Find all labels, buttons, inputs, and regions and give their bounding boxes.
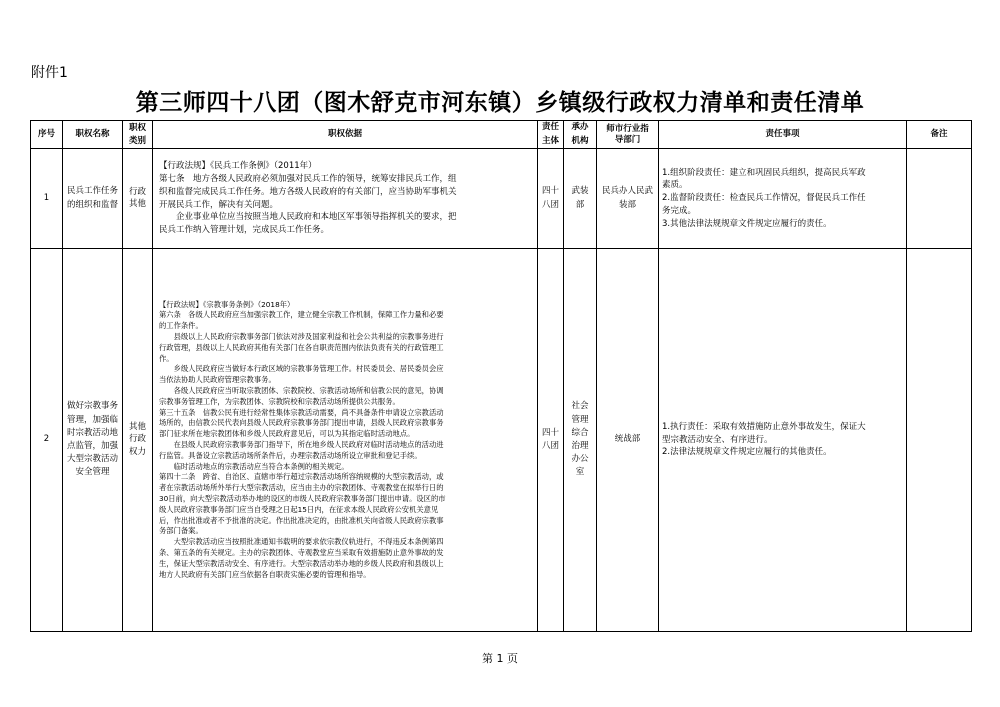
duty-line: 型宗教活动安全、有序进行。 bbox=[662, 434, 773, 445]
basis-line: 县级以上人民政府宗教事务部门依法对涉及国家利益和社会公共利益的宗教事务进行 bbox=[159, 332, 444, 342]
basis-line: 者在宗教活动场所外举行大型宗教活动，应当由主办的宗教团体、寺观教堂在拟举行日的 bbox=[159, 483, 444, 493]
basis-line: 级人民政府宗教事务部门应当自受理之日起15日内，在征求本级人民政府公安机关意见 bbox=[159, 504, 439, 514]
row-remark bbox=[907, 149, 972, 249]
basis-line: 【行政法规】《民兵工作条例》（2011年） bbox=[159, 161, 317, 172]
basis-line: 民兵工作纳入管理计划，完成民兵工作任务。 bbox=[159, 225, 330, 235]
attachment-label: 附件1 bbox=[31, 65, 68, 81]
duty-line: 素质。 bbox=[662, 180, 688, 191]
header-guide-department: 师市行业指导部门 bbox=[597, 121, 659, 149]
row-power-basis bbox=[153, 249, 538, 632]
basis-line: 【行政法规】《宗教事务条例》（2018年） bbox=[159, 299, 295, 309]
header-handling-agency: 承办机构 bbox=[564, 121, 597, 149]
basis-line: 后，作出批准或者不予批准的决定。作出批准决定的，由批准机关向省级人民政府宗教事 bbox=[159, 515, 444, 525]
row-power-name: 民兵工作任务的组织和监督 bbox=[63, 149, 123, 249]
basis-line: 行监管。具备设立宗教活动场所条件后，办理宗教活动场所设立审批和登记手续。 bbox=[159, 450, 422, 460]
duty-line: 务完成。 bbox=[662, 205, 697, 216]
power-responsibility-table bbox=[30, 120, 972, 632]
row-guide-department: 民兵办人民武装部 bbox=[597, 149, 659, 249]
header-seq: 序号 bbox=[31, 121, 63, 149]
basis-line: 各级人民政府应当听取宗教团体、宗教院校、宗教活动场所和信教公民的意见，协调 bbox=[159, 386, 444, 396]
row-duties bbox=[659, 249, 907, 632]
basis-line: 30日前，向大型宗教活动举办地的设区的市级人民政府宗教事务部门提出申请。设区的市 bbox=[159, 493, 446, 503]
header-remark: 备注 bbox=[907, 121, 972, 149]
row-responsible-subject: 四十八团 bbox=[538, 149, 564, 249]
basis-line: 第七条 地方各级人民政府必须加强对民兵工作的领导，统筹安排民兵工作，组 bbox=[159, 174, 457, 184]
header-power-name: 职权名称 bbox=[63, 121, 123, 149]
basis-line: 地方人民政府有关部门应当依据各自职责实施必要的管理和指导。 bbox=[159, 569, 371, 579]
header-row bbox=[31, 121, 972, 149]
basis-line: 大型宗教活动应当按照批准通知书载明的要求依宗教仪轨进行，不得违反本条例第四 bbox=[159, 537, 444, 547]
basis-line: 场所的，由信教公民代表向县级人民政府宗教事务部门提出申请，县级人民政府宗教事务 bbox=[159, 418, 444, 428]
row-power-category: 行政其他 bbox=[123, 149, 153, 249]
row-power-name: 做好宗教事务管理，加强临时宗教活动地点监管，加强大型宗教活动安全管理 bbox=[63, 249, 123, 632]
basis-line: 企业事业单位应当按照当地人民政府和本地区军事领导指挥机关的要求，把 bbox=[159, 212, 457, 223]
basis-line: 条、第五条的有关规定。主办的宗教团体、寺观教堂应当采取有效措施防止意外事故的发 bbox=[159, 547, 444, 557]
basis-line: 开展民兵工作，解决有关问题。 bbox=[159, 199, 279, 210]
duty-line: 1.执行责任：采取有效措施防止意外事故发生，保证大 bbox=[662, 421, 866, 432]
basis-line: 部门征求所在地宗教团体和乡级人民政府意见后，可以为其指定临时活动地点。 bbox=[159, 429, 415, 439]
header-duties: 责任事项 bbox=[659, 121, 907, 149]
basis-line: 第六条 各级人民政府应当加强宗教工作，建立健全宗教工作机制，保障工作力量和必要 bbox=[159, 310, 444, 320]
basis-line: 在县级人民政府宗教事务部门指导下，所在地乡级人民政府对临时活动地点的活动进 bbox=[159, 440, 444, 449]
row-handling-agency: 社会管理综合治理办公室 bbox=[564, 249, 597, 632]
header-power-category: 职权类别 bbox=[123, 121, 153, 149]
basis-line: 生，保证大型宗教活动安全、有序进行。大型宗教活动举办地的乡级人民政府和县级以上 bbox=[159, 558, 444, 568]
row-seq: 2 bbox=[31, 249, 63, 632]
duty-line: 2.法律法规规章文件规定应履行的其他责任。 bbox=[662, 447, 832, 458]
row-seq: 1 bbox=[31, 149, 63, 249]
basis-line: 行政管理，县级以上人民政府其他有关部门在各自职责范围内依法负责有关的行政管理工 bbox=[159, 342, 444, 352]
header-responsible-subject: 责任主体 bbox=[538, 121, 564, 149]
basis-line: 第三十五条 信教公民有进行经常性集体宗教活动需要，尚不具备条件申请设立宗教活动 bbox=[159, 407, 444, 417]
document-title: 第三师四十八团（图木舒克市河东镇）乡镇级行政权力清单和责任清单 bbox=[135, 89, 865, 116]
page-footer: 第 1 页 bbox=[482, 652, 518, 665]
table-row bbox=[31, 249, 972, 632]
duty-line: 2.监督阶段责任：检查民兵工作情况，督促民兵工作任 bbox=[662, 193, 866, 204]
row-responsible-subject: 四十八团 bbox=[538, 249, 564, 632]
duty-line: 3.其他法律法规规章文件规定应履行的责任。 bbox=[662, 218, 832, 229]
row-remark bbox=[907, 249, 972, 632]
basis-line: 作。 bbox=[159, 353, 174, 363]
basis-line: 的工作条件。 bbox=[159, 321, 203, 331]
basis-line: 宗教事务管理工作，为宗教团体、宗教院校和宗教活动场所提供公共服务。 bbox=[159, 396, 400, 406]
row-guide-department: 统战部 bbox=[597, 249, 659, 632]
basis-line: 织和监督完成民兵工作任务。地方各级人民政府的有关部门，应当协助军事机关 bbox=[159, 186, 457, 197]
basis-line: 第四十二条 跨省、自治区、直辖市举行超过宗教活动场所容纳规模的大型宗教活动，或 bbox=[159, 472, 444, 482]
basis-line: 临时活动地点的宗教活动应当符合本条例的相关规定。 bbox=[159, 461, 349, 471]
table-row bbox=[31, 149, 972, 249]
basis-line: 务部门备案。 bbox=[159, 526, 203, 536]
basis-line: 乡级人民政府应当做好本行政区域的宗教事务管理工作。村民委员会、居民委员会应 bbox=[159, 364, 444, 374]
row-handling-agency: 武装部 bbox=[564, 149, 597, 249]
header-power-basis: 职权依据 bbox=[153, 121, 538, 149]
row-duties bbox=[659, 149, 907, 249]
duty-line: 1.组织阶段责任：建立和巩固民兵组织，提高民兵军政 bbox=[662, 167, 866, 178]
row-power-category: 其他行政权力 bbox=[123, 249, 153, 632]
row-power-basis bbox=[153, 149, 538, 249]
basis-line: 当依法协助人民政府管理宗教事务。 bbox=[159, 375, 276, 385]
